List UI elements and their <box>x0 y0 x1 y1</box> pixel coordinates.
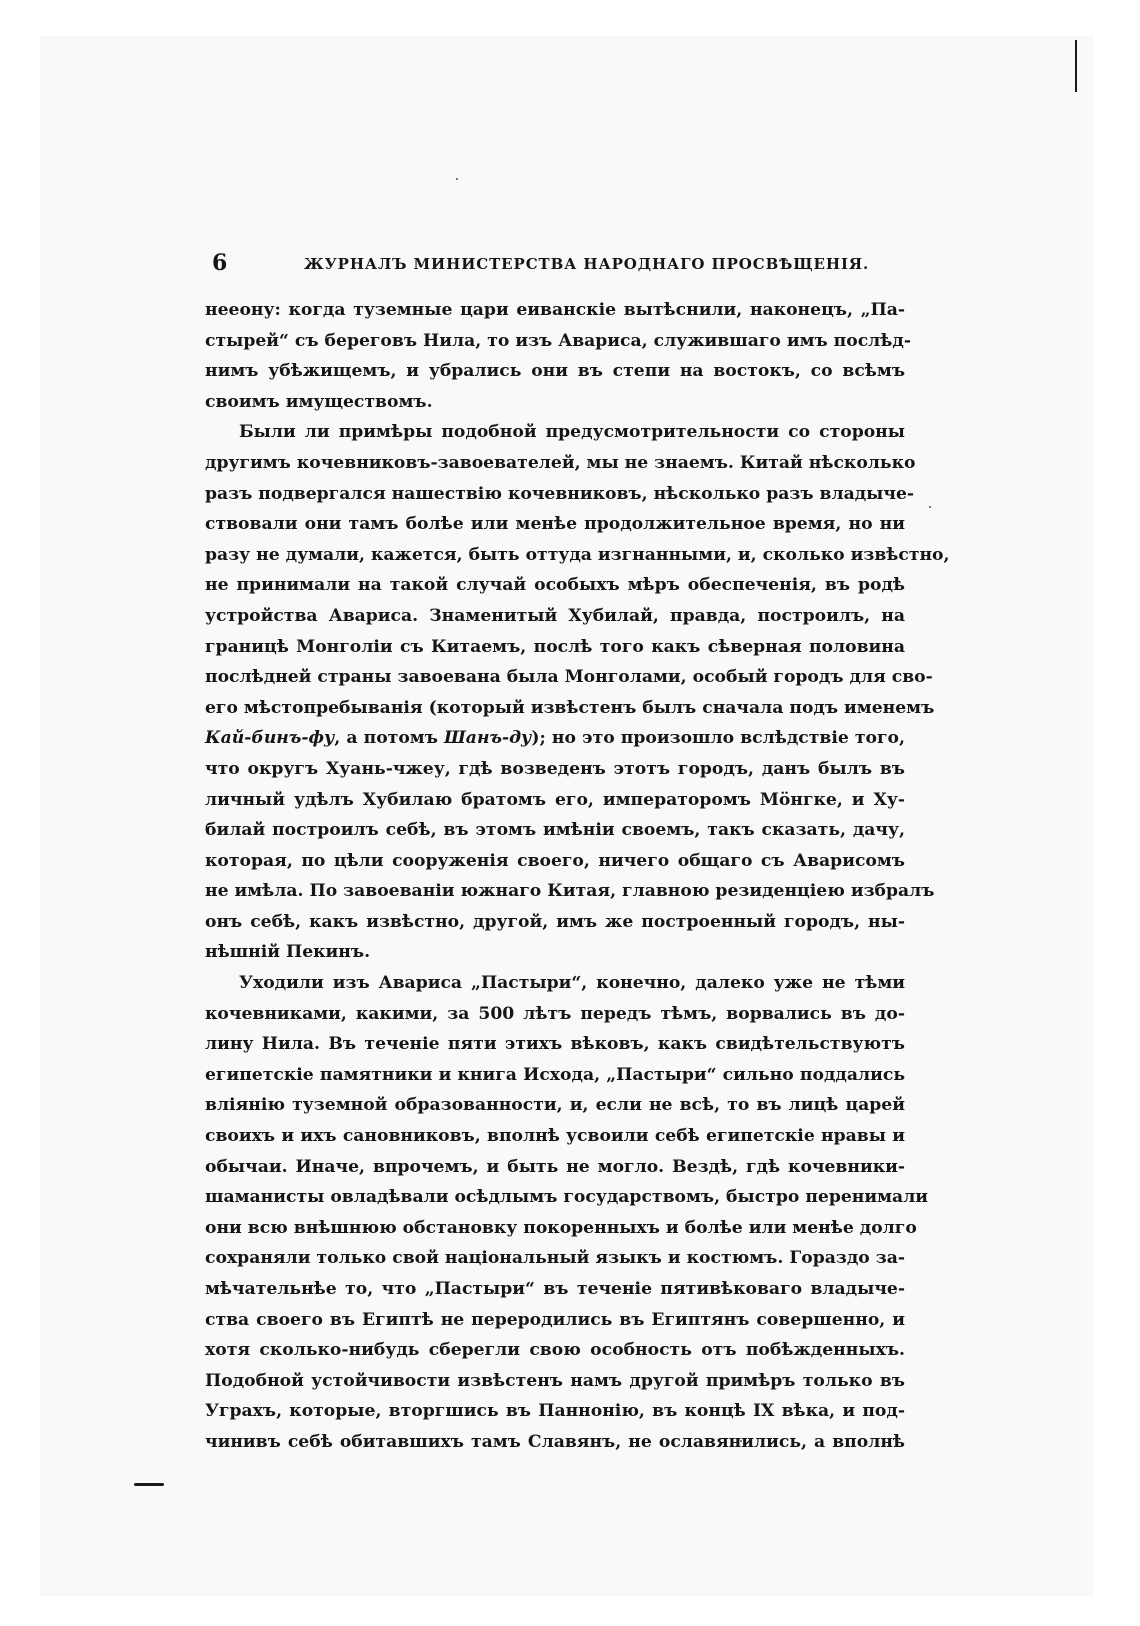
text-line: они всю внѣшнюю обстановку покоренныхъ и болѣе или менѣе долго <box>205 1217 917 1238</box>
text-line: другимъ кочевниковъ-завоевателей, мы не знаемъ. Китай нѣсколько <box>205 452 916 473</box>
text-line: ства своего въ Египтѣ не переродились въ Египтянъ совершенно, и <box>205 1309 905 1330</box>
text-line: своихъ и ихъ сановниковъ, вполнѣ усвоили себѣ египетскіе нравы и <box>205 1126 905 1147</box>
text-line: не имѣла. По завоеваніи южнаго Китая, главною резиденціею избралъ <box>205 881 935 902</box>
text-line: границѣ Монголіи съ Китаемъ, послѣ того какъ сѣверная половина <box>205 636 905 657</box>
text-line: разу не думали, кажется, быть оттуда изгнанными, и, сколько извѣстно, <box>205 544 950 565</box>
text-line: своимъ имуществомъ. <box>205 391 433 412</box>
text-line: кочевниками, какими, за 500 лѣтъ передъ тѣмъ, ворвались въ до- <box>205 1003 905 1024</box>
text-line: не принимали на такой случай особыхъ мѣръ обеспеченія, въ родѣ <box>205 575 905 596</box>
text-line: вліянію туземной образованности, и, если не всѣ, то въ лицѣ царей <box>205 1095 905 1116</box>
paragraph <box>205 968 929 1458</box>
text-line: ствовали они тамъ болѣе или менѣе продолжительное время, но ни <box>205 514 905 535</box>
text-line: сохраняли только свой національный языкъ и костюмъ. Гораздо за- <box>205 1248 905 1269</box>
text-line: нимъ убѣжищемъ, и убрались они въ степи на востокъ, со всѣмъ <box>205 361 905 382</box>
text-line: разъ подвергался нашествію кочевниковъ, нѣсколько разъ владыче- <box>205 483 915 504</box>
text-line: что округъ Хуань-чжеу, гдѣ возведенъ этотъ городъ, данъ былъ въ <box>205 758 905 779</box>
running-head <box>212 248 870 278</box>
text-line: послѣдней страны завоевана была Монголами, особый городъ для сво- <box>205 667 933 688</box>
text-line: египетскіе памятники и книга Исхода, „Пастыри“ сильно поддались <box>205 1064 905 1085</box>
text-line: личный удѣлъ Хубилаю братомъ его, императоромъ Мöнгке, и Ху- <box>205 789 905 810</box>
text-line: его мѣстопребыванія (который извѣстенъ былъ сначала подъ именемъ <box>205 697 935 718</box>
italic-place-name: Кай-бинъ-фу <box>205 728 335 749</box>
text-line: обычаи. Иначе, впрочемъ, и быть не могло. Вездѣ, гдѣ кочевники- <box>205 1156 905 1177</box>
text-line: нѣшній Пекинъ. <box>205 942 371 963</box>
text-line: чинивъ себѣ обитавшихъ тамъ Славянъ, не ославянились, а вполнѣ <box>205 1431 905 1452</box>
scan-margin-dash <box>134 1483 164 1486</box>
text-line: Были ли примѣры подобной предусмотрительности со стороны <box>239 422 905 443</box>
text-line: Подобной устойчивости извѣстенъ намъ другой примѣръ только въ <box>205 1370 905 1391</box>
text-line-with-italics: Кай-бинъ-фу, а потомъ Шанъ-ду); но это произошло вслѣдствіе того, <box>205 728 906 749</box>
text-line: мѣчательнѣе то, что „Пастыри“ въ теченіе пятивѣковаго владыче- <box>205 1279 905 1299</box>
text-line: хотя сколько-нибудь сберегли свою особность отъ побѣжденныхъ. <box>205 1340 905 1361</box>
text-line: которая, по цѣли сооруженія своего, ничего общаго съ Аварисомъ <box>205 850 905 871</box>
text-line: стырей“ съ береговъ Нила, то изъ Авариса, служившаго имъ послѣд- <box>205 330 911 351</box>
text-line: нееону: когда туземные цари еиванскіе вытѣснили, наконецъ, „Па- <box>205 300 905 320</box>
text-line: устройства Авариса. Знаменитый Хубилай, правда, построилъ, на <box>205 605 905 626</box>
text-line: лину Нила. Въ теченіе пяти этихъ вѣковъ, какъ свидѣтельствуютъ <box>205 1034 905 1055</box>
scan-edge-mark <box>1075 40 1077 92</box>
text-line: Уходили изъ Авариса „Пастыри“, конечно, далеко уже не тѣми <box>239 973 905 994</box>
text-line: онъ себѣ, какъ извѣстно, другой, имъ же построенный городъ, ны- <box>205 911 905 932</box>
paragraph <box>205 295 911 417</box>
italic-place-name: Шанъ-ду <box>444 728 532 749</box>
text-line: Уграхъ, которые, вторгшись въ Паннонію, въ концѣ IX вѣка, и под- <box>205 1401 905 1422</box>
text-line: шаманисты овладѣвали осѣдлымъ государствомъ, быстро перенимали <box>205 1187 929 1208</box>
text-line: билай построилъ себѣ, въ этомъ имѣніи своемъ, такъ сказать, дачу, <box>205 820 905 841</box>
scan-speck <box>929 506 931 508</box>
scan-speck <box>456 178 458 180</box>
page-number: 6 <box>212 250 228 276</box>
paragraph <box>205 417 950 968</box>
body-text <box>205 295 950 1458</box>
journal-title: ЖУРНАЛЪ МИНИСТЕРСТВА НАРОДНАГО ПРОСВѢЩЕНІЯ. <box>304 255 870 273</box>
